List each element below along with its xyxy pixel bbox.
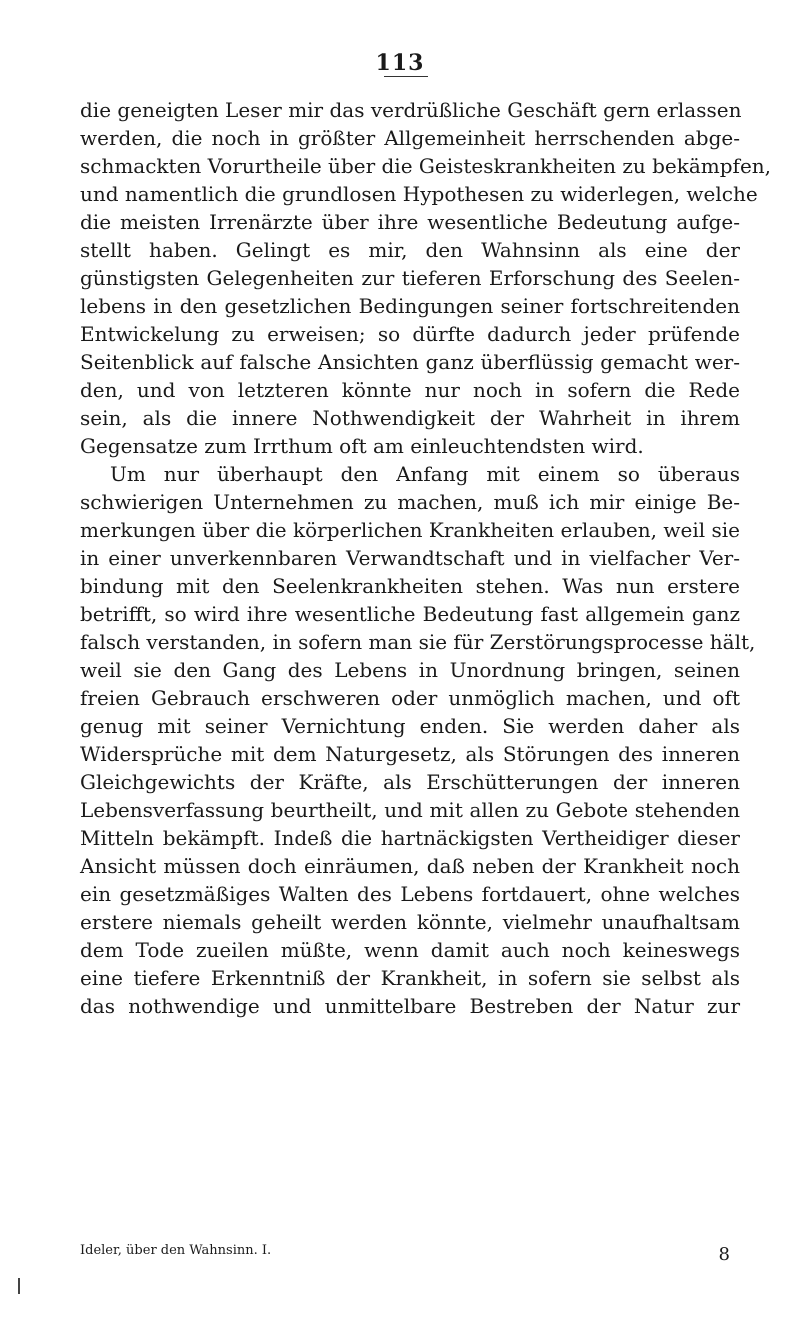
text-line: Um nur überhaupt den Anfang mit einem so überaus [110, 462, 740, 486]
signature-mark: 8 [718, 1244, 730, 1265]
text-line: stellt haben. Gelingt es mir, den Wahnsinn als eine der [80, 238, 740, 262]
text-line: merkungen über die körperlichen Krankheiten erlauben, weil sie [80, 518, 740, 542]
text-line: Ansicht müssen doch einräumen, daß neben der Krankheit noch [80, 854, 740, 878]
page-number-underline [384, 76, 428, 77]
text-line: freien Gebrauch erschweren oder unmöglich machen, und oft [80, 686, 740, 710]
text-line: lebens in den gesetzlichen Bedingungen seiner fortschreitenden [80, 294, 740, 318]
text-line: Gleichgewichts der Kräfte, als Erschütterungen der inneren [80, 770, 740, 794]
text-line: günstigsten Gelegenheiten zur tieferen Erforschung des Seelen- [80, 266, 740, 290]
text-line: Gegensatze zum Irrthum oft am einleuchtendsten wird. [80, 434, 644, 458]
text-line: Entwickelung zu erweisen; so dürfte dadurch jeder prüfende [80, 322, 740, 346]
text-line: dem Tode zueilen müßte, wenn damit auch noch keineswegs [80, 938, 740, 962]
text-line: in einer unverkennbaren Verwandtschaft und in vielfacher Ver- [80, 546, 740, 570]
text-line: Widersprüche mit dem Naturgesetz, als Störungen des inneren [80, 742, 740, 766]
text-line: ein gesetzmäßiges Walten des Lebens fortdauert, ohne welches [80, 882, 740, 906]
signature-line: Ideler, über den Wahnsinn. I. [80, 1243, 272, 1258]
page-number: 113 [375, 50, 425, 76]
text-line: betrifft, so wird ihre wesentliche Bedeutung fast allgemein ganz [80, 602, 740, 626]
body-text [80, 96, 772, 1020]
text-line: Seitenblick auf falsche Ansichten ganz überflüssig gemacht wer- [80, 350, 740, 374]
text-line: das nothwendige und unmittelbare Bestreben der Natur zur [80, 994, 740, 1018]
text-line: genug mit seiner Vernichtung enden. Sie werden daher als [80, 714, 740, 738]
text-line: Mitteln bekämpft. Indeß die hartnäckigsten Vertheidiger dieser [80, 826, 740, 850]
text-line: schmackten Vorurtheile über die Geisteskrankheiten zu bekämpfen, [80, 154, 772, 178]
margin-mark [18, 1278, 20, 1294]
text-line: weil sie den Gang des Lebens in Unordnung bringen, seinen [80, 658, 740, 682]
text-line: sein, als die innere Nothwendigkeit der Wahrheit in ihrem [80, 406, 740, 430]
text-line: und namentlich die grundlosen Hypothesen zu widerlegen, welche [80, 182, 758, 206]
text-line: eine tiefere Erkenntniß der Krankheit, in sofern sie selbst als [80, 966, 740, 990]
page-footer [80, 1240, 740, 1265]
text-line: schwierigen Unternehmen zu machen, muß ich mir einige Be- [80, 490, 740, 514]
text-line: den, und von letzteren könnte nur noch in sofern die Rede [80, 378, 740, 402]
text-line: Lebensverfassung beurtheilt, und mit allen zu Gebote stehenden [80, 798, 740, 822]
text-line: die meisten Irrenärzte über ihre wesentliche Bedeutung aufge- [80, 210, 740, 234]
text-line: falsch verstanden, in sofern man sie für Zerstörungsprocesse hält, [80, 630, 756, 654]
text-line: die geneigten Leser mir das verdrüßliche Geschäft gern erlassen [80, 98, 742, 122]
text-line: werden, die noch in größter Allgemeinheit herrschenden abge- [80, 126, 740, 150]
text-line: bindung mit den Seelenkrankheiten stehen. Was nun erstere [80, 574, 740, 598]
text-line: erstere niemals geheilt werden könnte, vielmehr unaufhaltsam [80, 910, 740, 934]
